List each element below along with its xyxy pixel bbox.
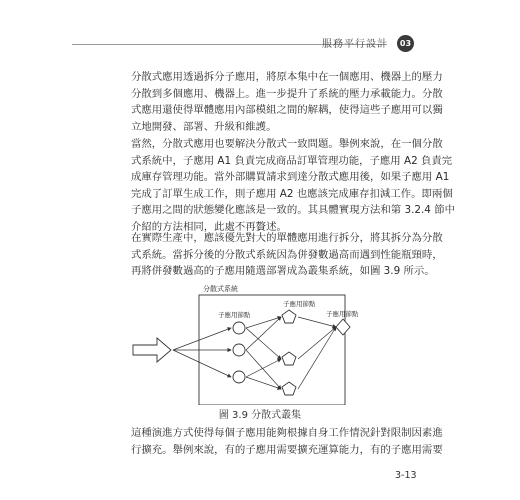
- running-header-title: 服務平行設計: [322, 39, 388, 50]
- text-line: 式系統。當拆分後的分散式系統因為併發數過高而遇到性能瓶頸時，: [131, 248, 443, 261]
- edge: [246, 317, 281, 328]
- input-arrow: [133, 338, 171, 362]
- text-line: 當然，分散式應用也要解決分散式一致問題。舉例來說，在一個分散: [131, 138, 443, 150]
- edge: [173, 350, 231, 377]
- text-line: 這種演進方式使得每個子應用能夠根據自身工作情況針對限制因素進: [131, 427, 443, 439]
- edge: [298, 327, 336, 359]
- text-line: 在實際生產中，應該優先對大的單體應用進行拆分，將其拆分為分散: [131, 232, 443, 244]
- sub-app-node: [233, 371, 245, 383]
- paragraph-3: [131, 230, 443, 280]
- edge: [246, 317, 281, 350]
- sub-app-node: [282, 382, 296, 395]
- text-line: 完成了訂單生成工作，則子應用 A2 也應該完成庫存扣減工作。即兩個: [131, 187, 453, 200]
- text-line: 行擴充。舉例來說，有的子應用需要擴充運算能力，有的子應用需要: [131, 443, 443, 456]
- node-label: 子應用節點: [283, 300, 316, 308]
- edge: [173, 328, 231, 350]
- sub-app-node: [233, 322, 245, 334]
- node-label: 子應用節點: [218, 311, 251, 319]
- sub-app-node: [282, 310, 296, 323]
- text-line: 立地開發、部署、升級和維護。: [131, 120, 277, 133]
- text-line: 介紹的方法相同，此處不再贅述。: [131, 220, 287, 233]
- figure-caption: 圖 3.9 分散式叢集: [218, 410, 302, 421]
- text-line: 分散到多個應用、機器上。進一步提升了系統的壓力承載能力。分散: [131, 87, 443, 100]
- text-line: 式系統中，子應用 A1 負責完成商品訂單管理功能，子應用 A2 負責完: [131, 154, 453, 167]
- sub-app-node: [336, 319, 350, 335]
- edge: [246, 328, 281, 359]
- chapter-badge: 03: [397, 35, 414, 52]
- sub-app-node: [282, 352, 296, 365]
- system-label: 分散式系統: [203, 285, 238, 293]
- text-line: 子應用之間的狀態變化應該是一致的。其具體實現方法和第 3.2.4 節中: [131, 204, 455, 217]
- edge: [298, 327, 336, 389]
- text-line: 分散式應用透過拆分子應用，將原本集中在一個應用、機器上的壓力: [131, 71, 443, 83]
- paragraph-2: [131, 136, 455, 236]
- text-line: 式應用還使得單體應用內部模組之間的解耦，使得這些子應用可以獨: [131, 104, 443, 117]
- text-line: 再將併發數過高的子應用隨選部署成為叢集系統，如圖 3.9 所示。: [131, 265, 435, 278]
- page-number: 3-13: [395, 470, 417, 481]
- sub-app-node: [233, 344, 245, 356]
- text-line: 成庫存管理功能。當外部購買請求到達分散式應用後，如果子應用 A1: [131, 171, 450, 184]
- distributed-cluster-figure: [131, 283, 361, 405]
- paragraph-4: [131, 425, 443, 458]
- paragraph-1: [131, 69, 443, 135]
- node-label: 子應用節點: [326, 310, 359, 318]
- edge: [298, 317, 336, 327]
- edge: [246, 359, 281, 377]
